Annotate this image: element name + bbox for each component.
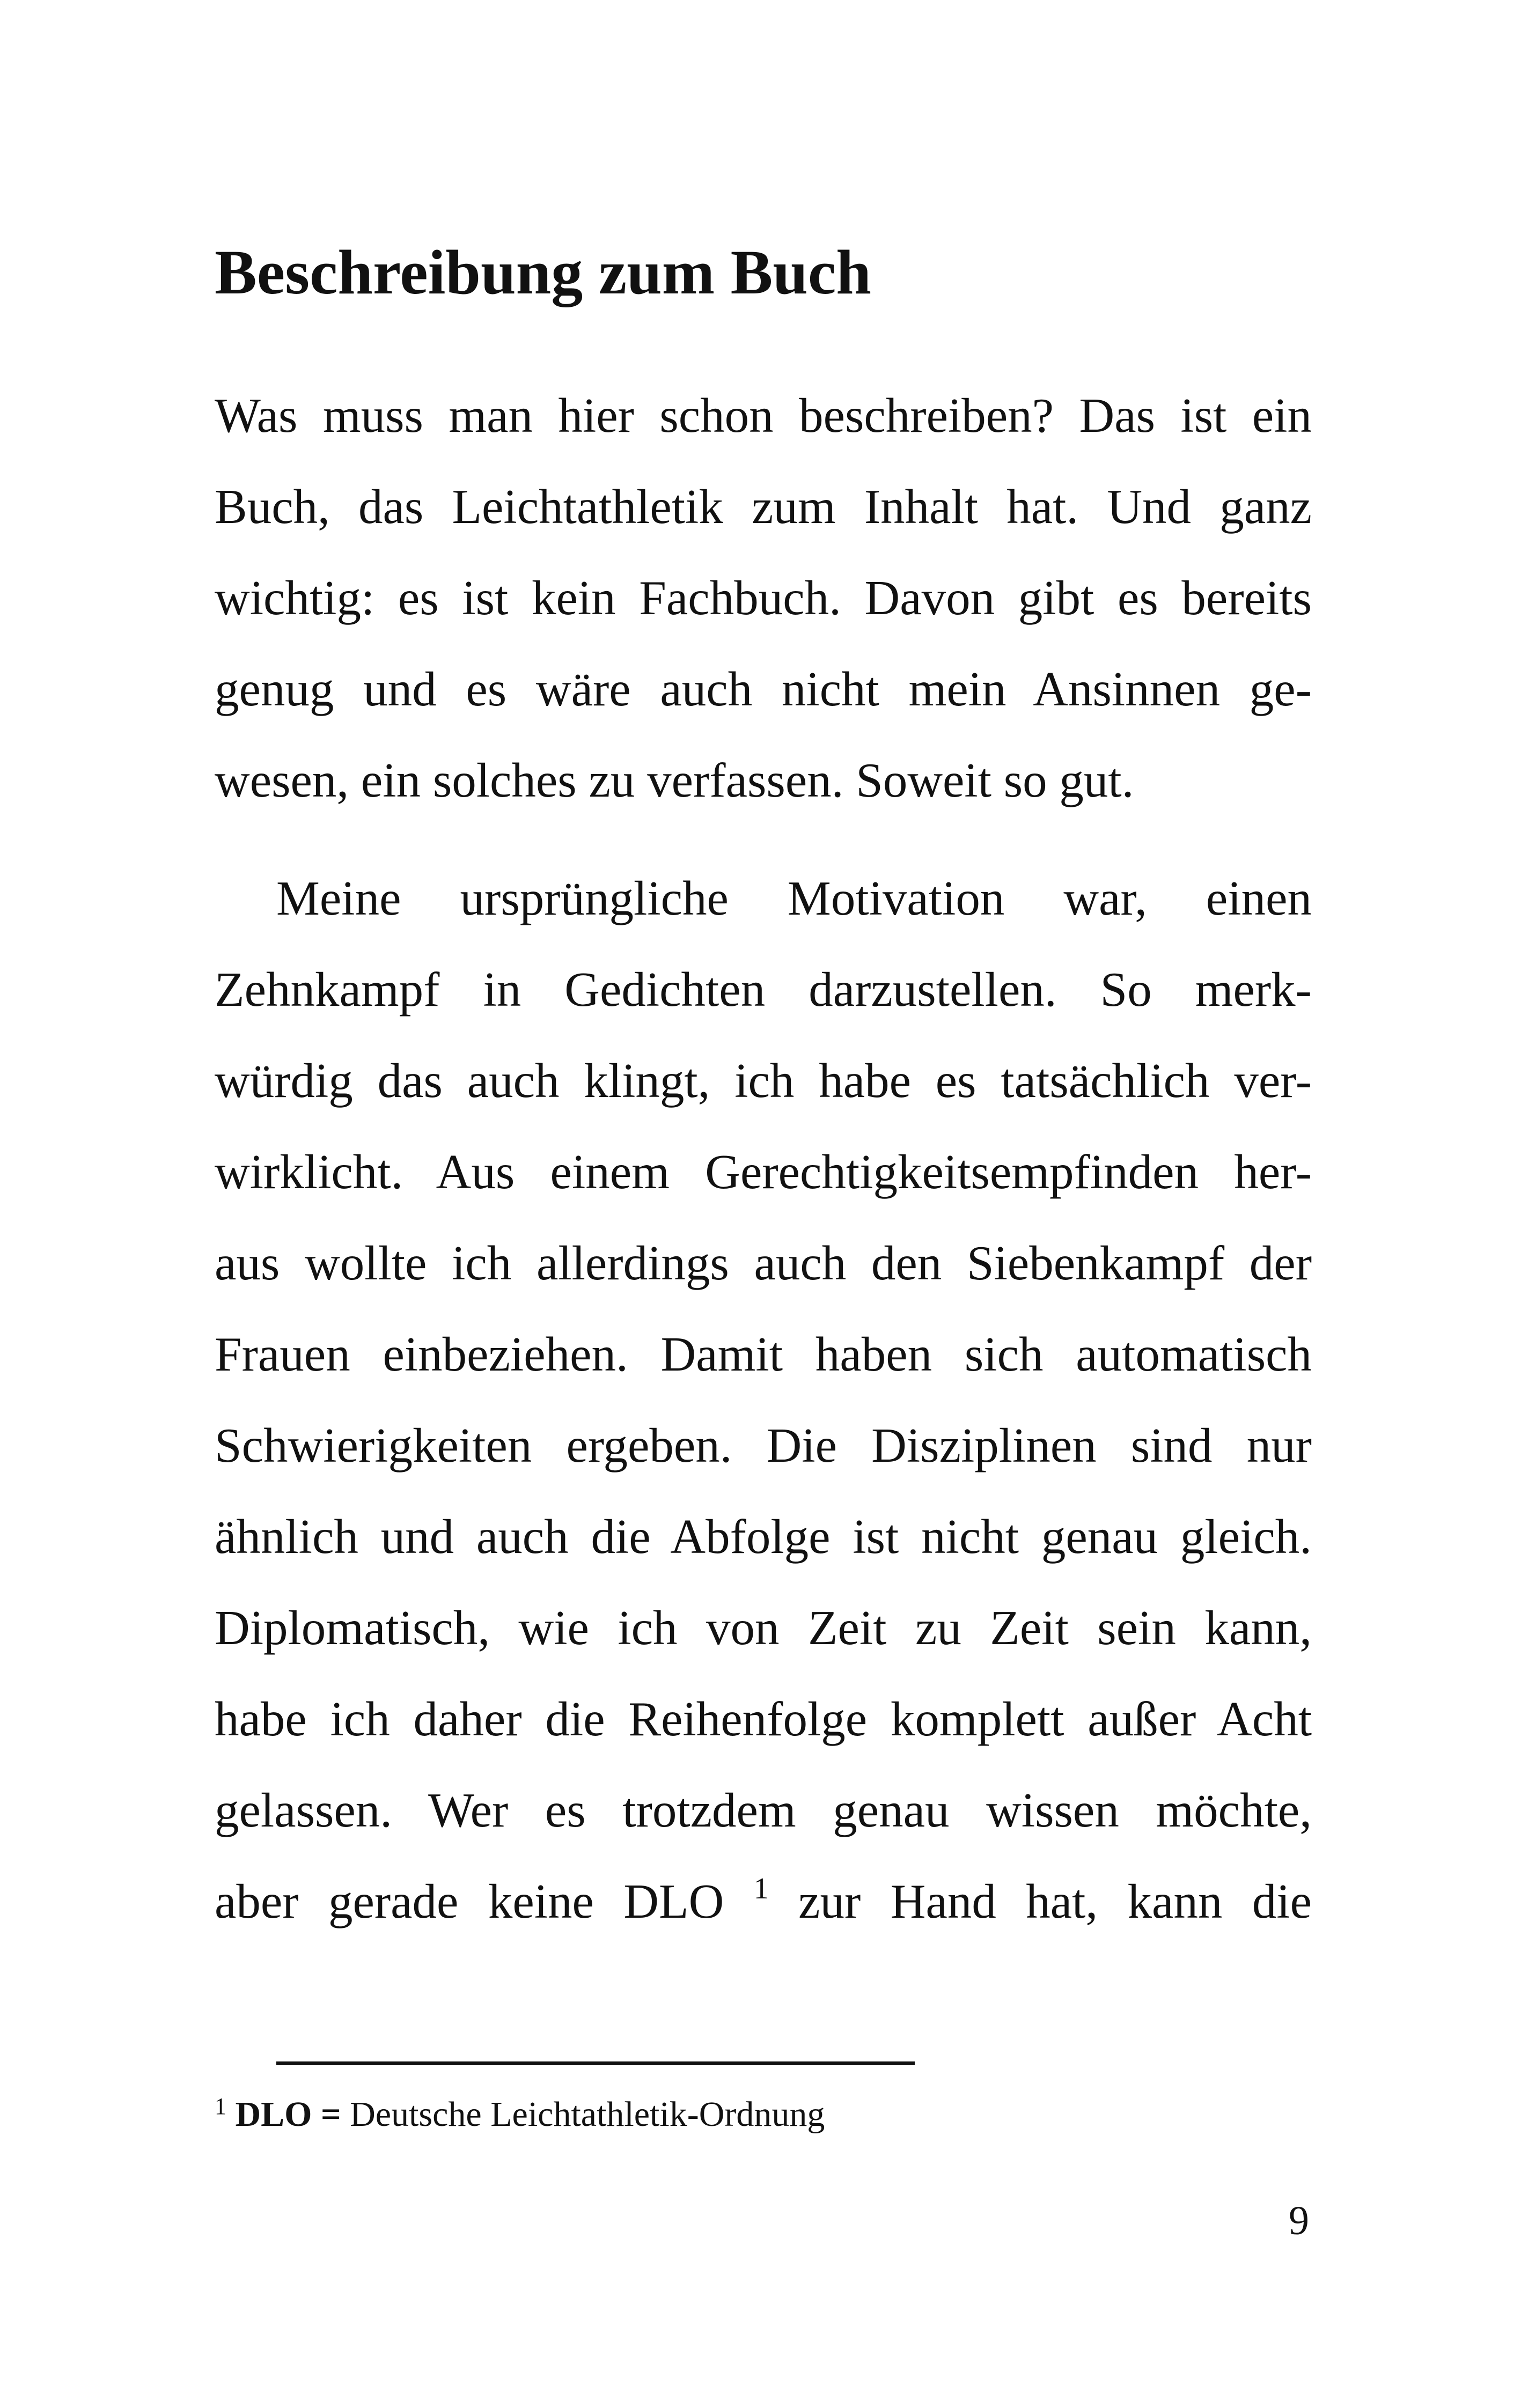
text-line: Diplomatisch, wie ich von Zeit zu Zeit sein kann,: [215, 1601, 1312, 1655]
text-line: gelassen. Wer es trotzdem genau wissen möchte,: [215, 1783, 1312, 1837]
text-line: aus wollte ich allerdings auch den Siebenkampf der: [215, 1236, 1312, 1290]
page-number: 9: [1289, 2198, 1309, 2243]
footnote-term: DLO =: [235, 2095, 341, 2134]
footnote-text: Deutsche Leichtathletik-Ordnung: [350, 2095, 825, 2134]
text-line-with-footnote: [215, 1856, 1312, 1947]
text-line: wesen, ein solches zu verfassen. Soweit so gut.: [215, 753, 1134, 807]
footnote-reference[interactable]: 1: [753, 1872, 769, 1905]
paragraph-2: [215, 853, 1312, 1947]
text-fragment: aber gerade keine DLO: [215, 1874, 724, 1928]
text-line: Schwierigkeiten ergeben. Die Disziplinen sind nur: [215, 1418, 1312, 1472]
text-line: würdig das auch klingt, ich habe es tatsächlich ver-: [215, 1054, 1312, 1108]
text-fragment: zur Hand hat, kann die: [798, 1874, 1312, 1928]
text-line: habe ich daher die Reihenfolge komplett außer Acht: [215, 1692, 1312, 1746]
text-line: Zehnkampf in Gedichten darzustellen. So merk-: [215, 962, 1312, 1017]
text-line: Was muss man hier schon beschreiben? Das ist ein: [215, 388, 1312, 443]
paragraph-1: [215, 370, 1312, 826]
text-line: wichtig: es ist kein Fachbuch. Davon gibt es bereits: [215, 571, 1312, 625]
footnote-mark: 1: [215, 2093, 226, 2119]
text-line: wirklicht. Aus einem Gerechtigkeitsempfinden her-: [215, 1145, 1312, 1199]
text-line: ähnlich und auch die Abfolge ist nicht genau gleich.: [215, 1509, 1312, 1564]
footnote-divider: [276, 2061, 915, 2065]
chapter-heading: Beschreibung zum Buch: [215, 237, 871, 307]
text-line: Frauen einbeziehen. Damit haben sich automatisch: [215, 1327, 1312, 1381]
text-line: Buch, das Leichtathletik zum Inhalt hat. Und ganz: [215, 480, 1312, 534]
text-line: genug und es wäre auch nicht mein Ansinnen ge-: [215, 662, 1312, 716]
text-line: Meine ursprüngliche Motivation war, einen: [276, 871, 1312, 925]
footnote: [215, 2090, 825, 2139]
